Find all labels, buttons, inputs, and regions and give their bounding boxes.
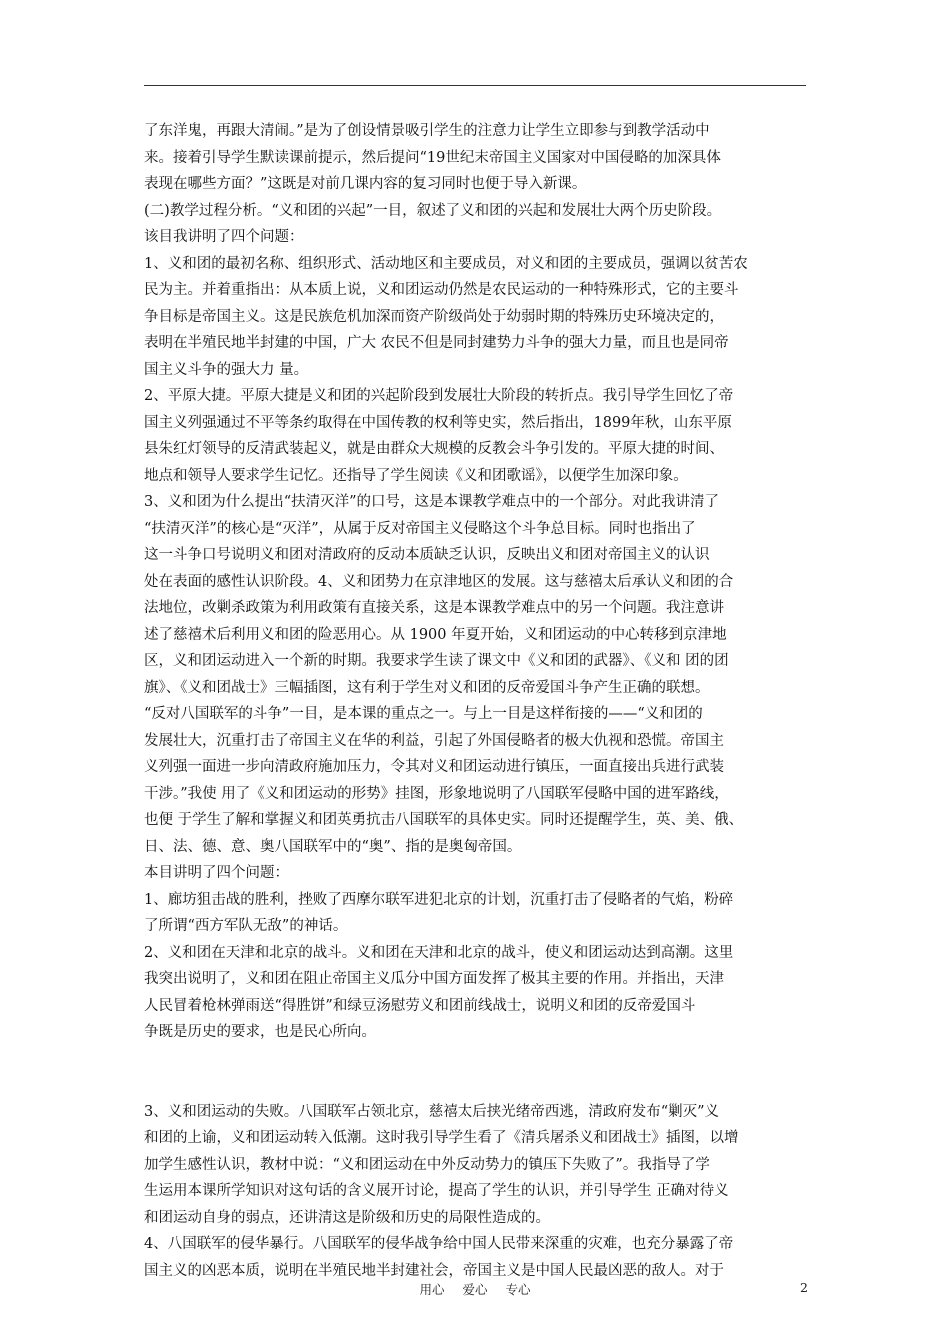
text-line: 3、义和团运动的失败。八国联军占领北京，慈禧太后挟光绪帝西逃，清政府发布“剿灭”义 (144, 1103, 720, 1120)
document-body (144, 118, 808, 1284)
text-line: 表明在半殖民地半封建的中国，广大 农民不但是同封建势力斗争的强大力量，而且也是同帝 (144, 335, 729, 351)
text-line: 法地位，改剿杀政策为利用政策有直接关系，这是本课教学难点中的另一个问题。我注意讲 (144, 600, 724, 616)
text-block-top (144, 118, 808, 1046)
text-line: 干涉。”我使 用了《义和团运动的形势》挂图，形象地说明了八国联军侵略中国的进军路线， (144, 785, 729, 802)
text-line: “扶清灭洋”的核心是“灭洋”，从属于反对帝国主义侵略这个斗争总目标。同时也指出了 (144, 520, 696, 537)
text-line: 处在表面的感性认识阶段。4、义和团势力在京津地区的发展。这与慈禧太后承认义和团的合 (144, 573, 734, 590)
footer-motto: 用心 爱心 专心 (419, 1282, 531, 1297)
text-line: 生运用本课所学知识对这句话的含义展开讨论，提高了学生的认识，并引导学生 正确对待义 (144, 1183, 729, 1199)
text-line: 民为主。并着重指出：从本质上说，义和团运动仍然是农民运动的一种特殊形式，它的主要斗 (144, 282, 739, 298)
text-line: 来。接着引导学生默读课前提示，然后提问“19世纪末帝国主义国家对中国侵略的加深具体 (144, 149, 721, 166)
text-line: 3、义和团为什么提出“扶清灭洋”的口号，这是本课教学难点中的一个部分。对此我讲清了 (144, 494, 720, 510)
text-line: 义列强一面进一步向清政府施加压力，令其对义和团运动进行镇压，一面直接出兵进行武装 (144, 759, 724, 775)
text-line: 也便 于学生了解和掌握义和团英勇抗击八国联军的具体史实。同时还提醒学生，英、美、俄、 (144, 812, 744, 828)
text-line: 4、八国联军的侵华暴行。八国联军的侵华战争给中国人民带来深重的灾难，也充分暴露了帝 (144, 1236, 734, 1252)
text-line: 国主义列强通过不平等条约取得在中国传教的权利等史实，然后指出，1899年秋，山东平原 (144, 414, 732, 431)
text-line: 争目标是帝国主义。这是民族危机加深而资产阶级尚处于幼弱时期的特殊历史环境决定的， (144, 308, 724, 325)
text-line: 旗》、《义和团战士》三幅插图，这有利于学生对义和团的反帝爱国斗争产生正确的联想。 (144, 679, 710, 696)
text-line: (二)教学过程分析。“义和团的兴起”一目，叙述了义和团的兴起和发展壮大两个历史阶段。 (144, 202, 722, 219)
text-line: 1、义和团的最初名称、组织形式、活动地区和主要成员，对义和团的主要成员，强调以贫苦农 (144, 255, 748, 272)
paragraph-gap (144, 1046, 808, 1099)
text-line: 人民冒着枪林弹雨送“得胜饼”和绿豆汤慰劳义和团前线战士，说明义和团的反帝爱国斗 (144, 997, 696, 1014)
text-line: “反对八国联军的斗争”一目，是本课的重点之一。与上一目是这样衔接的——“义和团的 (144, 706, 703, 722)
text-line: 述了慈禧术后利用义和团的险恶用心。从 1900 年夏开始，义和团运动的中心转移到京津地 (144, 626, 727, 643)
text-line: 日、法、德、意、奥八国联军中的“奥”、指的是奥匈帝国。 (144, 838, 522, 855)
text-line: 加学生感性认识，教材中说：“义和团运动在中外反动势力的镇压下失败了”。我指导了学 (144, 1156, 710, 1173)
page-number: 2 (800, 1280, 808, 1295)
text-line: 了东洋鬼，再跟大清闹。”是为了创设情景吸引学生的注意力让学生立即参与到教学活动中 (144, 123, 710, 139)
text-block-bottom (144, 1099, 808, 1285)
text-line: 区，义和团运动进入一个新的时期。我要求学生读了课文中《义和团的武器》、《义和 团的团 (144, 653, 729, 669)
text-line: 表现在哪些方面？”这既是对前几课内容的复习同时也便于导入新课。 (144, 176, 587, 192)
text-line: 县朱红灯领导的反清武装起义，就是由群众大规模的反教会斗争引发的。平原大捷的时间、 (144, 441, 724, 457)
text-line: 地点和领导人要求学生记忆。还指导了学生阅读《义和团歌谣》，以便学生加深印象。 (144, 467, 688, 484)
text-line: 我突出说明了，义和团在阻止帝国主义瓜分中国方面发挥了极其主要的作用。并指出，天津 (144, 971, 724, 987)
text-line: 2、平原大捷。平原大捷是义和团的兴起阶段到发展壮大阶段的转折点。我引导学生回忆了帝 (144, 388, 734, 404)
text-line: 国主义斗争的强大力 量。 (144, 361, 309, 378)
text-line: 和团的上谕，义和团运动转入低潮。这时我引导学生看了《清兵屠杀义和团战士》插图，以增 (144, 1130, 739, 1146)
text-line: 争既是历史的要求，也是民心所向。 (144, 1024, 376, 1040)
text-line: 这一斗争口号说明义和团对清政府的反动本质缺乏认识，反映出义和团对帝国主义的认识 (144, 547, 710, 563)
text-line: 国主义的凶恶本质，说明在半殖民地半封建社会，帝国主义是中国人民最凶恶的敌人。对于 (144, 1262, 724, 1279)
header-rule (144, 85, 806, 86)
text-line: 1、廊坊狙击战的胜利，挫败了西摩尔联军进犯北京的计划，沉重打击了侵略者的气焰，粉碎 (144, 891, 734, 908)
text-line: 发展壮大，沉重打击了帝国主义在华的利益，引起了外国侵略者的极大仇视和恐慌。帝国主 (144, 732, 724, 749)
text-line: 该目我讲明了四个问题： (144, 229, 304, 245)
text-line: 2、义和团在天津和北京的战斗。义和团在天津和北京的战斗，使义和团运动达到高潮。这里 (144, 944, 734, 961)
text-line: 本目讲明了四个问题： (144, 865, 289, 881)
text-line: 了所谓“西方军队无敌”的神话。 (144, 918, 348, 934)
text-line: 和团运动自身的弱点，还讲清这是阶级和历史的局限性造成的。 (144, 1209, 550, 1226)
